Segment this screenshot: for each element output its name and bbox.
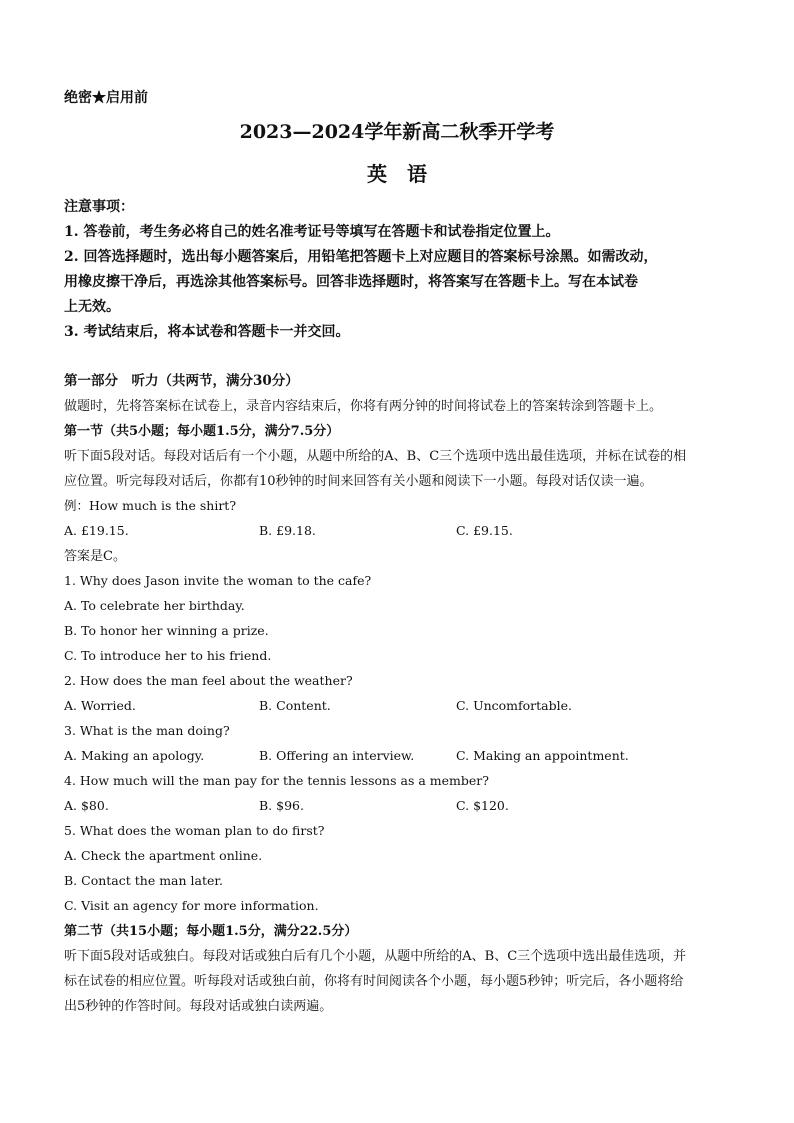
question-5-option-c: C. Visit an agency for more information. — [64, 898, 319, 913]
subject-title: 英语 — [367, 162, 447, 186]
confidential-label: 绝密★启用前 — [64, 90, 148, 106]
notice-title: 注意事项： — [64, 199, 134, 215]
example-option-b: B. £9.18. — [259, 523, 316, 538]
notice-item: 1. 答卷前，考生务必将自己的姓名准考证号等填写在答题卡和试卷指定位置上。 — [64, 224, 560, 240]
section2-instruction: 听下面5段对话或独白。每段对话或独白后有几个小题，从题中所给的A、B、C三个选项中选出最佳选项，并 — [64, 949, 687, 964]
question-5-option-b: B. Contact the man later. — [64, 873, 223, 888]
question-3-option-a: A. Making an apology. — [64, 748, 205, 763]
question-2-option-b: B. Content. — [259, 698, 331, 713]
section2-instruction: 标在试卷的相应位置。听每段对话或独白前，你将有时间阅读各个小题，每小题5秒钟；听完后，各小题将给 — [64, 974, 684, 989]
question-1: 1. Why does Jason invite the woman to the cafe? — [64, 573, 372, 588]
notice-item: 3. 考试结束后，将本试卷和答题卡一并交回。 — [64, 324, 350, 340]
example-option-c: C. £9.15. — [456, 523, 513, 538]
section1-instruction: 应位置。听完每段对话后，你都有10秒钟的时间来回答有关小题和阅读下一小题。每段对话仅读一遍。 — [64, 474, 653, 489]
question-4-option-b: B. $96. — [259, 798, 304, 813]
notice-item: 2. 回答选择题时，选出每小题答案后，用铅笔把答题卡上对应题目的答案标号涂黑。如需改动， — [64, 249, 658, 265]
question-1-option-a: A. To celebrate her birthday. — [64, 598, 245, 613]
question-5: 5. What does the woman plan to do first? — [64, 823, 325, 838]
question-3: 3. What is the man doing? — [64, 723, 230, 738]
section2-title: 第二节（共15小题；每小题1.5分，满分22.5分） — [64, 924, 358, 939]
notice-item: 用橡皮擦干净后，再选涂其他答案标号。回答非选择题时，将答案写在答题卡上。写在本试卷 — [64, 274, 638, 290]
notice-item: 上无效。 — [64, 299, 120, 315]
part1-title: 第一部分 听力（共两节，满分30分） — [64, 373, 299, 389]
part1-instruction: 做题时，先将答案标在试卷上，录音内容结束后，你将有两分钟的时间将试卷上的答案转涂到答题卡上。 — [64, 399, 663, 414]
section1-title: 第一节（共5小题；每小题1.5分，满分7.5分） — [64, 424, 340, 439]
example-question: 例：How much is the shirt? — [64, 498, 237, 513]
question-5-option-a: A. Check the apartment online. — [64, 848, 263, 863]
question-1-option-c: C. To introduce her to his friend. — [64, 648, 272, 663]
question-2-option-a: A. Worried. — [64, 698, 136, 713]
example-option-a: A. £19.15. — [64, 523, 129, 538]
question-3-option-b: B. Offering an interview. — [259, 748, 415, 763]
exam-title: 2023—2024学年新高二秋季开学考 — [239, 121, 555, 143]
question-1-option-b: B. To honor her winning a prize. — [64, 623, 269, 638]
question-4: 4. How much will the man pay for the tennis lessons as a member? — [64, 773, 489, 788]
section1-instruction: 听下面5段对话。每段对话后有一个小题，从题中所给的A、B、C三个选项中选出最佳选项，并标在试卷的相 — [64, 449, 687, 464]
question-2-option-c: C. Uncomfortable. — [456, 698, 573, 713]
example-answer: 答案是C。 — [64, 549, 126, 564]
question-2: 2. How does the man feel about the weather? — [64, 673, 353, 688]
question-4-option-c: C. $120. — [456, 798, 509, 813]
section2-instruction: 出5秒钟的作答时间。每段对话或独白读两遍。 — [64, 999, 333, 1014]
question-3-option-c: C. Making an appointment. — [456, 748, 629, 763]
question-4-option-a: A. $80. — [64, 798, 109, 813]
